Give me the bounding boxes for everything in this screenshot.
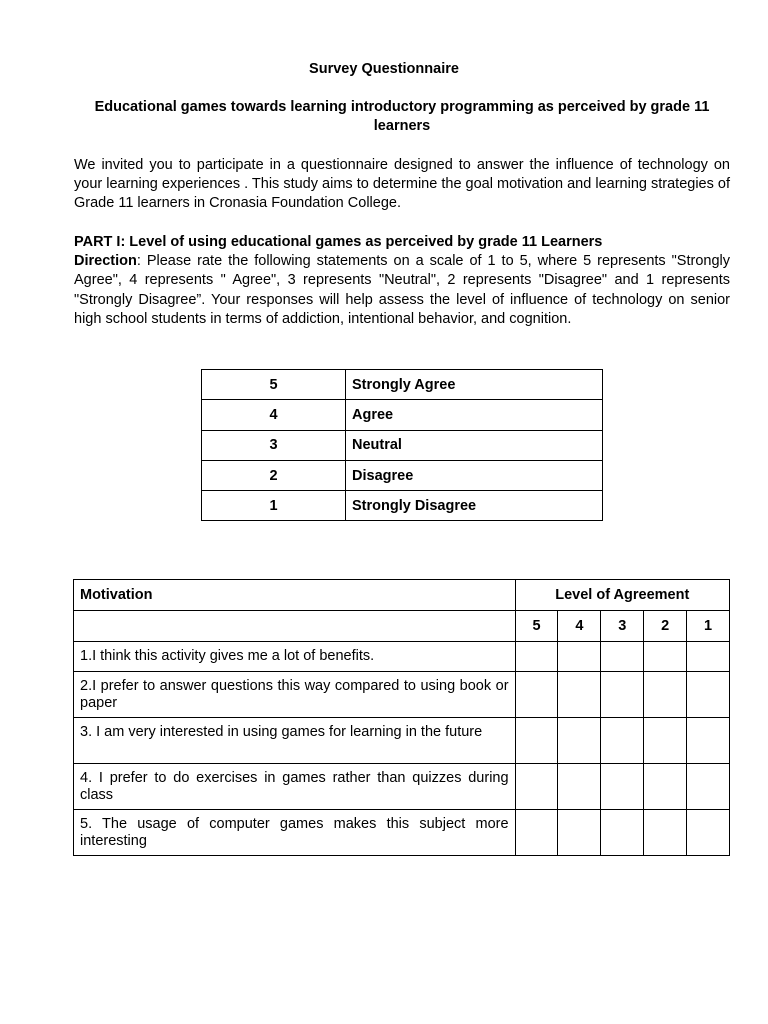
scale-value: 2 [202, 460, 346, 490]
document-subtitle: Educational games towards learning introductory programming as perceived by grade 11 learners [94, 99, 710, 134]
rating-cell-3[interactable] [601, 642, 644, 672]
statement-row [74, 764, 730, 810]
motivation-header: Motivation [74, 580, 516, 611]
motivation-header-row [74, 580, 730, 611]
rating-cell-2[interactable] [644, 810, 687, 856]
rating-cell-2[interactable] [644, 672, 687, 718]
rating-cell-1[interactable] [687, 672, 730, 718]
scale-label: Strongly Disagree [346, 491, 603, 521]
document-title: Survey Questionnaire [309, 61, 459, 77]
scale-value: 1 [202, 491, 346, 521]
rating-cell-3[interactable] [601, 764, 644, 810]
direction-paragraph [74, 252, 730, 329]
scale-value: 3 [202, 430, 346, 460]
statement-text: 4. I prefer to do exercises in games rather than quizzes during class [74, 764, 516, 810]
rating-cell-1[interactable] [687, 642, 730, 672]
rating-cell-1[interactable] [687, 764, 730, 810]
rating-cell-4[interactable] [558, 672, 601, 718]
statement-row [74, 672, 730, 718]
level-2-header: 2 [644, 611, 687, 642]
rating-cell-4[interactable] [558, 718, 601, 764]
scale-label: Neutral [346, 430, 603, 460]
rating-scale-table [201, 369, 603, 521]
scale-label: Strongly Agree [346, 370, 603, 400]
scale-row [202, 370, 603, 400]
rating-cell-5[interactable] [515, 810, 558, 856]
rating-cell-5[interactable] [515, 718, 558, 764]
statement-row [74, 810, 730, 856]
rating-cell-3[interactable] [601, 810, 644, 856]
rating-cell-5[interactable] [515, 642, 558, 672]
level-5-header: 5 [515, 611, 558, 642]
level-3-header: 3 [601, 611, 644, 642]
scale-row [202, 430, 603, 460]
rating-cell-5[interactable] [515, 764, 558, 810]
statement-row [74, 718, 730, 764]
scale-value: 4 [202, 400, 346, 430]
rating-cell-1[interactable] [687, 718, 730, 764]
level-1-header: 1 [687, 611, 730, 642]
direction-label: Direction [74, 253, 137, 269]
scale-value: 5 [202, 370, 346, 400]
motivation-table [73, 579, 730, 856]
scale-label: Disagree [346, 460, 603, 490]
statement-text: 5. The usage of computer games makes this subject more interesting [74, 810, 516, 856]
rating-cell-2[interactable] [644, 764, 687, 810]
rating-cell-3[interactable] [601, 672, 644, 718]
level-4-header: 4 [558, 611, 601, 642]
rating-cell-2[interactable] [644, 642, 687, 672]
intro-paragraph: We invited you to participate in a questionnaire designed to answer the influence of technology on your learning experiences . This study aims to determine the goal motivation and learning strategies of Grade 11 learners in Cronasia Foundation College. [74, 157, 730, 211]
statement-text: 2.I prefer to answer questions this way compared to using book or paper [74, 672, 516, 718]
scale-row [202, 400, 603, 430]
rating-cell-4[interactable] [558, 642, 601, 672]
level-of-agreement-header: Level of Agreement [515, 580, 729, 611]
direction-text: : Please rate the following statements on a scale of 1 to 5, where 5 represents "Strongly Agree", 4 represents " Agree", 3 represents "Neutral", 2 represents "Disagree" and 1 represents "Strongly Disagree”. Your responses will help assess the level of influence of technology on senior high school students in terms of addiction, intentional behavior, and cognition. [74, 253, 730, 327]
statement-row [74, 642, 730, 672]
levels-row [74, 611, 730, 642]
part-one-heading: PART I: Level of using educational games as perceived by grade 11 Learners [74, 234, 603, 250]
rating-cell-2[interactable] [644, 718, 687, 764]
scale-row [202, 460, 603, 490]
rating-cell-5[interactable] [515, 672, 558, 718]
rating-cell-1[interactable] [687, 810, 730, 856]
statement-text: 1.I think this activity gives me a lot of benefits. [74, 642, 516, 672]
rating-cell-4[interactable] [558, 764, 601, 810]
scale-row [202, 491, 603, 521]
scale-label: Agree [346, 400, 603, 430]
rating-cell-4[interactable] [558, 810, 601, 856]
levels-row-blank [74, 611, 516, 642]
rating-cell-3[interactable] [601, 718, 644, 764]
statement-text: 3. I am very interested in using games for learning in the future [74, 718, 516, 764]
